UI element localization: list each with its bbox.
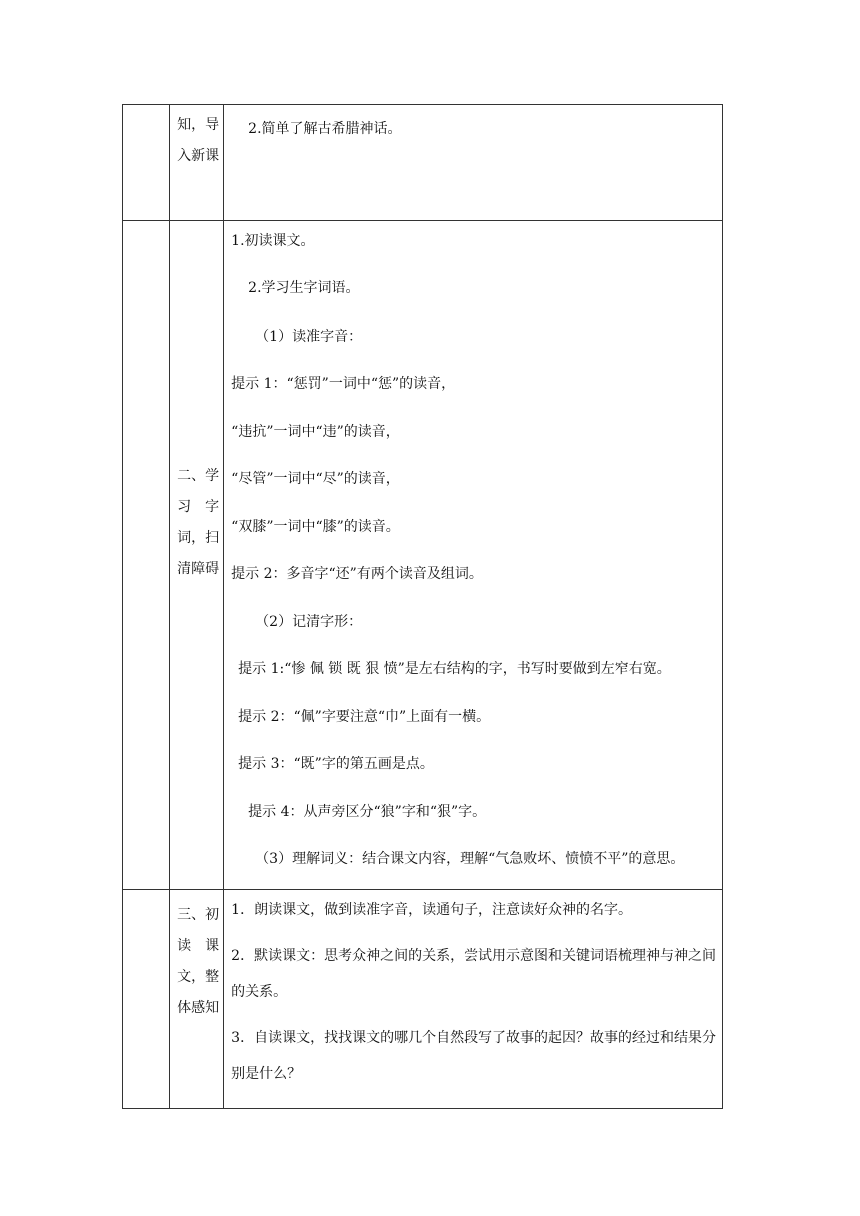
content-line: （2）记清字形： xyxy=(255,614,363,630)
content-line: 提示 1:“惨 佩 锁 既 狠 愤”是左右结构的字，书写时要做到左窄右宽。 xyxy=(238,661,671,677)
stage-cell xyxy=(170,105,224,221)
content-line: 提示 4：从声旁区分“狼”字和“狠”字。 xyxy=(248,804,487,820)
content-paragraph: 3．自读课文，找找课文的哪几个自然段写了故事的起因？故事的经过和结果分别是什么？ xyxy=(231,1030,717,1082)
stage-label: 三、初读课文，整体感知 xyxy=(177,907,220,1016)
content-line: 2.简单了解古希腊神话。 xyxy=(248,121,402,137)
content-cell xyxy=(224,890,723,1109)
content-line: 1.初读课文。 xyxy=(231,233,315,249)
blank-cell xyxy=(123,890,170,1109)
table-row xyxy=(123,890,723,1109)
content-line: 提示 2：“佩”字要注意“巾”上面有一横。 xyxy=(238,709,491,725)
content-cell xyxy=(224,105,723,221)
content-line: （3）理解词义：结合课文内容，理解“气急败坏、愤愤不平”的意思。 xyxy=(255,851,685,867)
content-line: “尽管”一词中“尽”的读音， xyxy=(231,471,400,487)
content-line: “双膝”一词中“膝”的读音。 xyxy=(231,519,400,535)
content-cell xyxy=(224,221,723,890)
content-line: “违抗”一词中“违”的读音， xyxy=(231,424,400,440)
content-line: 1．朗读课文，做到读准字音，读通句子，注意读好众神的名字。 xyxy=(231,902,633,918)
content-line: 提示 3：“既”字的第五画是点。 xyxy=(238,756,434,772)
table-row xyxy=(123,221,723,890)
blank-cell xyxy=(123,221,170,890)
lesson-plan-table xyxy=(122,104,723,1109)
content-paragraph: 2．默读课文：思考众神之间的关系，尝试用示意图和关键词语梳理神与神之间的关系。 xyxy=(231,948,717,1000)
stage-label: 知，导入新课 xyxy=(177,117,220,164)
blank-cell xyxy=(123,105,170,221)
stage-label: 二、学习字词，扫清障碍 xyxy=(177,468,220,577)
stage-cell xyxy=(170,221,224,890)
content-line: 2.学习生字词语。 xyxy=(248,280,360,296)
content-line: 提示 2：多音字“还”有两个读音及组词。 xyxy=(231,566,483,582)
table-row xyxy=(123,105,723,221)
content-line: （1）读准字音： xyxy=(255,329,363,345)
content-line: 提示 1：“惩罚”一词中“惩”的读音， xyxy=(231,376,456,392)
stage-cell xyxy=(170,890,224,1109)
